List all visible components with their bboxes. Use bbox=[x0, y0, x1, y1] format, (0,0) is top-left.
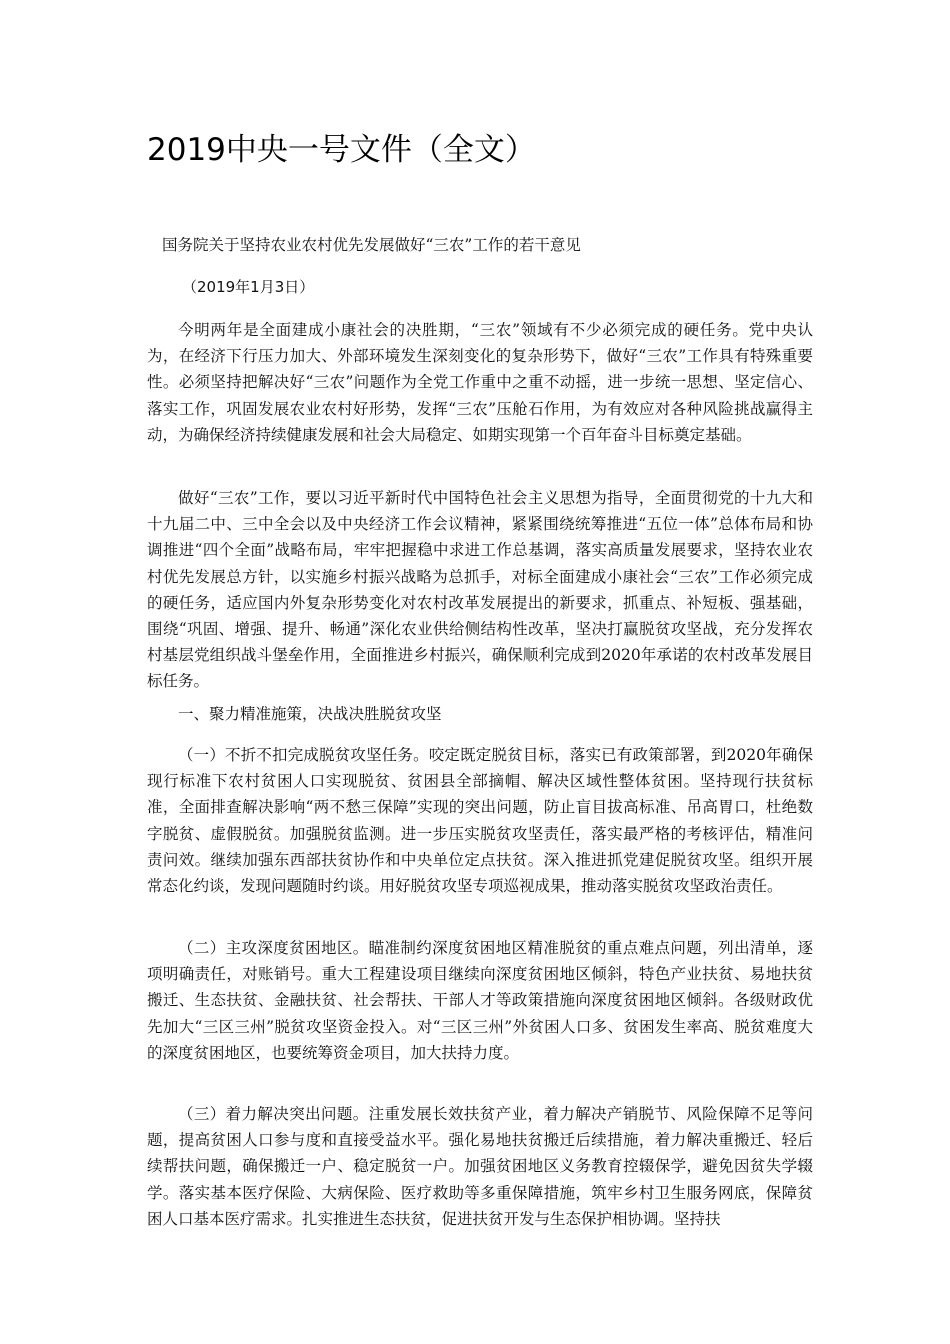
section-paragraph-3: （三）着力解决突出问题。注重发展长效扶贫产业，着力解决产销脱节、风险保障不足等问题，提高贫困人口参与度和直接受益水平。强化易地扶贫搬迁后续措施，着力解决重搬迁、轻后续帮扶问题，确保搬迁一户、稳定脱贫一户。加强贫困地区义务教育控辍保学，避免因贫失学辍学。落实基本医疗保险、大病保险、医疗救助等多重保障措施，筑牢乡村卫生服务网底，保障贫困人口基本医疗需求。扎实推进生态扶贫，促进扶贫开发与生态保护相协调。坚持扶 bbox=[147, 1105, 813, 1228]
document-subtitle: 国务院关于坚持农业农村优先发展做好“三农”工作的若干意见 bbox=[162, 236, 581, 254]
intro-paragraph-2: 做好“三农”工作，要以习近平新时代中国特色社会主义思想为指导，全面贯彻党的十九大和十九届二中、三中全会以及中央经济工作会议精神，紧紧围绕统筹推进“五位一体”总体布局和协调推进“四个全面”战略布局，牢牢把握稳中求进工作总基调，落实高质量发展要求，坚持农业农村优先发展总方针，以实施乡村振兴战略为总抓手，对标全面建成小康社会“三农”工作必须完成的硬任务，适应国内外复杂形势变化对农村改革发展提出的新要求，抓重点、补短板、强基础，围绕“巩固、增强、提升、畅通”深化农业供给侧结构性改革，坚决打赢脱贫攻坚战，充分发挥农村基层党组织战斗堡垒作用，全面推进乡村振兴，确保顺利完成到2020年承诺的农村改革发展目标任务。 bbox=[147, 489, 813, 691]
intro-paragraph-1: 今明两年是全面建成小康社会的决胜期，“三农”领域有不少必须完成的硬任务。党中央认为，在经济下行压力加大、外部环境发生深刻变化的复杂形势下，做好“三农”工作具有特殊重要性。必须坚持把解决好“三农”问题作为全党工作重中之重不动摇，进一步统一思想、坚定信心、落实工作，巩固发展农业农村好形势，发挥“三农”压舱石作用，为有效应对各种风险挑战赢得主动，为确保经济持续健康发展和社会大局稳定、如期实现第一个百年奋斗目标奠定基础。 bbox=[147, 321, 813, 444]
section-paragraph-2: （二）主攻深度贫困地区。瞄准制约深度贫困地区精准脱贫的重点难点问题，列出清单，逐项明确责任，对账销号。重大工程建设项目继续向深度贫困地区倾斜，特色产业扶贫、易地扶贫搬迁、生态扶贫、金融扶贫、社会帮扶、干部人才等政策措施向深度贫困地区倾斜。各级财政优先加大“三区三州”脱贫攻坚资金投入。对“三区三州”外贫困人口多、贫困发生率高、脱贫难度大的深度贫困地区，也要统筹资金项目，加大扶持力度。 bbox=[147, 939, 813, 1062]
section-paragraph-1: （一）不折不扣完成脱贫攻坚任务。咬定既定脱贫目标，落实已有政策部署，到2020年确保现行标准下农村贫困人口实现脱贫、贫困县全部摘帽、解决区域性整体贫困。坚持现行扶贫标准，全面排查解决影响“两不愁三保障”实现的突出问题，防止盲目拔高标准、吊高胃口，杜绝数字脱贫、虚假脱贫。加强脱贫监测。进一步压实脱贫攻坚责任，落实最严格的考核评估，精准问责问效。继续加强东西部扶贫协作和中央单位定点扶贫。深入推进抓党建促脱贫攻坚。组织开展常态化约谈，发现问题随时约谈。用好脱贫攻坚专项巡视成果，推动落实脱贫攻坚政治责任。 bbox=[147, 746, 813, 896]
document-title: 2019中央一号文件（全文） bbox=[147, 132, 536, 168]
document-date: （2019年1月3日） bbox=[182, 278, 315, 296]
section-heading: 一、聚力精准施策，决战决胜脱贫攻坚 bbox=[178, 705, 442, 723]
